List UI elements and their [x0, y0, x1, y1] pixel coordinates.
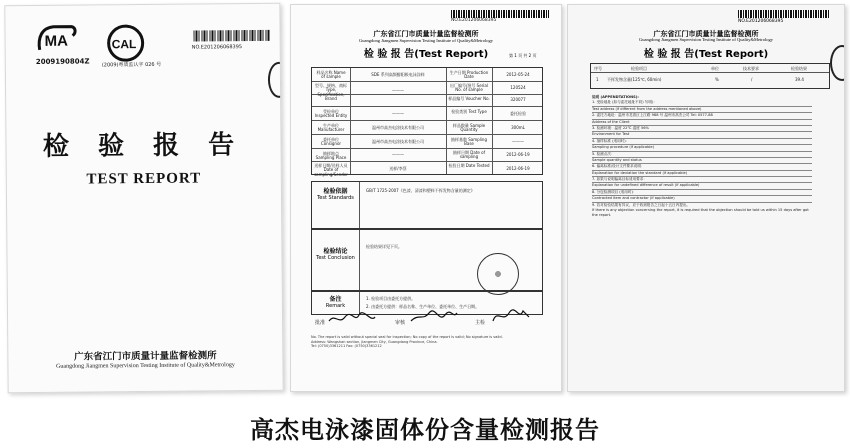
cover-org-cn: 广东省江门市质量计量监督检测所: [74, 350, 217, 363]
org-name-en: Guangdong Jiangmen Supervision Testing Institute of Quality&Metrology: [638, 37, 774, 42]
org-name-en: Guangdong Jiangmen Supervision Testing Institute of Quality&Metrology: [358, 38, 494, 43]
remark-line: 2. 由委托方提供：样品名称、生产单位、委托单位、生产日期。: [366, 304, 480, 309]
appendix-notes: 说明 (APPENDTATIONS): 1. 受检地址 (如与委托地址不同) 写明)： Test address (if different from the address mentioned above) 2. 委托方地址：温州市龙湾区上江路 988 号 温州市高杰公司 Tel: 0577-88 Address of the Client 3. 检测环境：温度 22℃ 湿度 56% Environment for Test 4. 抽样标准 (适用时)： Sampling procedure (if applicable) 5. 检测点次： Sample quantity and status 6. 偏离标准/设计文件要求说明： Explanation for deviation the standard (if applicable) 7. 如果与说明偏离目标适用要求： Explanation for undefined difference of result (if applicable) 8. 分包检测项目 (适用时)： Contracted item and contractor (if applicable) 9. 若对检验结果有异议，应于收到报告之日起十五日内提出。 If there is any objection concerning the report, it is required that the objection should be told us within 15 days after got the report.: [592, 95, 812, 219]
edge-seal-icon: [830, 45, 845, 81]
footnotes: No. The report is valid without special seal for inspection; No copy of the report is valid; No signature is valid. Address: Wangshan section, Jiangmen City, Guangdong Province, China. Tel: (0750)3361211 Fax: (0750)3361212: [311, 335, 503, 349]
table-row: 抽样地点 Sampling Place ——— 抽样日期 Date of sampling 2012-06-19: [312, 149, 542, 162]
table-row: 送样日期/送样人员 Date of sampling/Sender 送样/李蔡 检验日期 Date Tested 2012-06-19: [314, 163, 530, 177]
edge-seal-icon: [268, 62, 284, 98]
tester-signature-icon: [491, 307, 531, 325]
cover-report-number: NO.E201206068395: [191, 44, 243, 51]
cover-page: [4, 3, 283, 393]
barcode-icon: [194, 30, 270, 42]
conclusion-label: 检验结论: [323, 248, 348, 255]
cma-cert-number: 2009190804Z: [35, 57, 90, 66]
caption-title: 高杰电泳漆固体份含量检测报告: [250, 416, 600, 444]
report-number: NO.E201206068395: [738, 19, 784, 24]
approver-signature-icon: [327, 311, 377, 327]
cal-logo-text: CAL: [111, 37, 137, 52]
standards-label: 检验依据: [323, 188, 348, 195]
cma-logo-icon: [35, 24, 77, 54]
cover-org-en: Guangdong Jiangmen Supervision Testing Institute of Quality&Metrology: [56, 362, 235, 370]
reviewer-signature-icon: [409, 309, 459, 325]
page-number: 第 1 页 共 2 页: [509, 53, 537, 58]
results-table: 序号 检验项目 单位 技术要求 检验结果 1 不挥发物含量(125℃, 60min) % / 39.4: [590, 63, 830, 89]
report-title: 检 验 报 告(Test Report): [363, 49, 489, 60]
report-page-1: [290, 4, 562, 392]
table-row: 受检单位 Inspected Entity ——— 检验类别 Test Type 委托检验: [312, 107, 542, 121]
sample-info-table: [311, 67, 543, 175]
approver-label: 批准: [315, 320, 326, 326]
cover-title-en: TEST REPORT: [86, 170, 202, 188]
cal-logo-icon: [105, 23, 145, 63]
remark-label-en: Remark: [325, 303, 346, 309]
conclusion-label-en: Test Conclusion: [316, 255, 355, 261]
remark-line: 1. 检验项目由委托方提供。: [366, 296, 416, 301]
conclusion-text: 检验结果详见下页。: [366, 244, 402, 249]
inspection-seal-icon: [477, 253, 519, 295]
standards-label-en: Test Standards: [317, 195, 354, 201]
table-row: 样品名称 Name of sample SDE 系列高频醇阳极电泳涂料 生产日期 Production Date 2012-05-24: [312, 68, 542, 82]
table-row: 委托单位 Consignor 温州市高杰电涂技术有限公司 抽样基数 Sampling Base ———: [312, 135, 542, 149]
notes-title: 说明 (APPENDTATIONS):: [592, 95, 639, 99]
table-row: 生产单位 Manufacturer 温州市高杰电涂技术有限公司 样品数量 Sample Quantity 300mL: [312, 121, 542, 135]
reviewer-label: 审核: [395, 320, 406, 326]
barcode-icon: [451, 10, 549, 18]
report-title: 检 验 报 告(Test Report): [643, 49, 769, 60]
report-number: NO.E201206068395: [451, 18, 497, 23]
remark-label: 备注: [329, 296, 342, 303]
test-standards-box: [311, 181, 543, 229]
org-name: 广东省江门市质量计量监督检测所: [653, 30, 759, 38]
cal-cert-number: (2009)粤质监认字 026 号: [101, 61, 162, 69]
report-page-2: [567, 4, 845, 392]
barcode-icon: [738, 10, 830, 18]
standards-text: GB/T 1725-2007《色漆、清漆和塑料不挥发物含量的测定》: [366, 188, 475, 193]
table-header: 序号 检验项目 单位 技术要求 检验结果: [591, 64, 829, 73]
org-name: 广东省江门市质量计量监督检测所: [373, 30, 479, 38]
table-row: 型号、规格、商标 Type, Specification, Brand ——— 出厂编号/批号 Serial No. of sample 120524: [312, 82, 542, 95]
tester-label: 主检: [475, 320, 486, 326]
table-row: 样品编号 Voucher No. 320077: [312, 95, 542, 107]
cover-title-cn: 检 验 报 告: [42, 130, 245, 162]
cma-logo-text: MA: [44, 32, 69, 50]
